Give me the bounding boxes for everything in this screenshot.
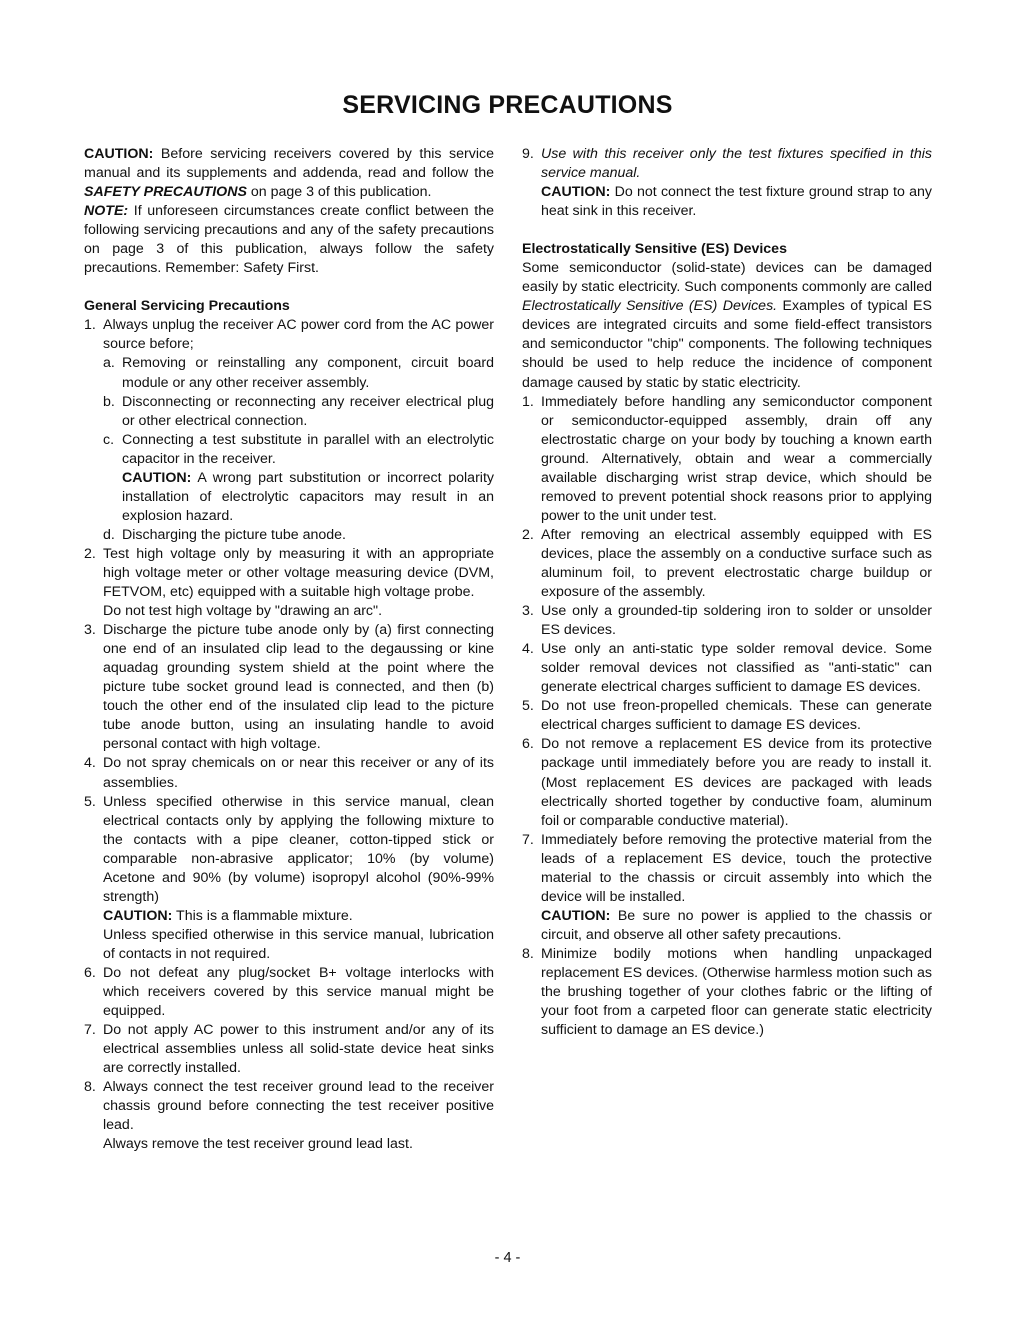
item-7-text: Do not apply AC power to this instrument and/or any of its electrical assemblies unless all solid-state device heat sinks are correctly installed. xyxy=(103,1022,494,1077)
list-item: 6. Do not defeat any plug/socket B+ voltage interlocks with which receivers covered by this service manual might be equipped. xyxy=(84,964,494,1021)
es-7-text: Immediately before removing the protective material from the leads of a replacement ES device, touch the protective material to the chassis or circuit assembly into which the device will be installed. xyxy=(541,831,932,905)
sub-list-item: a. Removing or reinstalling any component, circuit board module or any other receiver assembly. xyxy=(84,354,494,392)
item-6-text: Do not defeat any plug/socket B+ voltage interlocks with which receivers covered by this service manual might be equipped. xyxy=(103,964,494,1020)
note-text: If unforeseen circumstances create conflict between the following servicing precautions and any of the safety precautions on page 3 of this publication, always follow the safety precautions. Remember: Safety First. xyxy=(84,203,494,277)
es-devices-heading: Electrostatically Sensitive (ES) Devices xyxy=(522,241,787,258)
es-2-text: After removing an electrical assembly equipped with ES devices, place the assembly on a conductive surface such as aluminum foil, to prevent electrostatic charge buildup or exposure of the assembly. xyxy=(541,526,932,601)
item-5-caution xyxy=(84,907,494,926)
item-1d-text: Discharging the picture tube anode. xyxy=(122,526,346,543)
sub-list-item: c. Connecting a test substitute in parallel with an electrolytic capacitor in the receiver. xyxy=(84,431,494,469)
list-item: 3. Use only a grounded-tip soldering iron to solder or unsolder ES devices. xyxy=(522,602,932,640)
es-4-text: Use only an anti-static type solder removal device. Some solder removal devices not classified as "anti-static" can generate electrical charges sufficient to damage ES devices. xyxy=(541,641,932,696)
item-9-text: Use with this receiver only the test fixtures specified in this service manual. xyxy=(541,146,932,182)
sub-list-item: d. Discharging the picture tube anode. xyxy=(84,526,494,545)
caution-label: CAUTION: xyxy=(103,907,173,924)
caution-text-1: Before servicing receivers covered by this service manual and its supplements and addenda, read and follow the xyxy=(84,146,494,182)
es-7-caution-text: Be sure no power is applied to the chassis or circuit, and observe all other safety precautions. xyxy=(541,907,932,943)
list-item: 2. Test high voltage only by measuring it with an appropriate high voltage meter or other voltage measuring device (DVM, FETVOM, etc) equipped with a suitable high voltage probe. xyxy=(84,545,494,602)
item-1c-text: Connecting a test substitute in parallel with an electrolytic capacitor in the receiver. xyxy=(122,431,494,467)
item-3-text: Discharge the picture tube anode only by (a) first connecting one end of an insulated clip lead to the degaussing or kine aquadag grounding system shield at the point where the picture tube socket ground lead is connected, and then (b) touch the other end of the insulated clip lead to the picture tube anode button, using an insulating handle to avoid personal contact with high voltage. xyxy=(103,622,494,753)
list-item: 5. Unless specified otherwise in this service manual, clean electrical contacts only by applying the following mixture to the contacts with a pipe cleaner, cotton-tipped stick or comparable non-abrasive applicator; 10% (by volume) Acetone and 90% (by volume) isopropyl alcohol (90%-99% strength) xyxy=(84,793,494,907)
es-intro-paragraph xyxy=(522,259,932,392)
caution-label: CAUTION: xyxy=(541,184,611,201)
list-item: 1. Immediately before handling any semiconductor component or semiconductor-equipped assembly, drain off any electrostatic charge on your body by touching a known earth ground. Alternatively, obtain and wear a commercially available discharging wrist strap device, which should be removed to prevent potential shock reasons prior to applying power to the unit under test. xyxy=(522,393,932,526)
page-number: - 4 - xyxy=(494,1250,521,1266)
general-precautions-heading: General Servicing Precautions xyxy=(84,298,290,315)
list-item: 5. Do not use freon-propelled chemicals. These can generate electrical charges sufficient to damage ES devices. xyxy=(522,697,932,735)
caution-label: CAUTION: xyxy=(122,469,192,486)
item-1-text: Always unplug the receiver AC power cord from the AC power source before; xyxy=(103,317,494,353)
item-2-note: Do not test high voltage by "drawing an arc". xyxy=(103,603,383,620)
list-item: 4. Use only an anti-static type solder removal device. Some solder removal devices not classified as "anti-static" can generate electrical charges sufficient to damage ES devices. xyxy=(522,640,932,697)
item-8-note: Always remove the test receiver ground lead last. xyxy=(103,1136,413,1153)
note-label: NOTE: xyxy=(84,203,129,220)
list-item: 1. Always unplug the receiver AC power cord from the AC power source before; xyxy=(84,316,494,354)
list-item: 9. Use with this receiver only the test fixtures specified in this service manual. xyxy=(522,146,932,182)
list-item: 7. Do not apply AC power to this instrument and/or any of its electrical assemblies unless all solid-state device heat sinks are correctly installed. xyxy=(84,1021,494,1078)
sub-list-item: b. Disconnecting or reconnecting any receiver electrical plug or other electrical connection. xyxy=(84,393,494,431)
list-item: 6. Do not remove a replacement ES device from its protective package until immediately before you are ready to install it. (Most replacement ES devices are packaged with leads electrically shorted together by conductive foam, aluminum foil or comparable conductive material). xyxy=(522,735,932,830)
item-5-text: Unless specified otherwise in this service manual, clean electrical contacts only by applying the following mixture to the contacts with a pipe cleaner, cotton-tipped stick or comparable non-abrasive applicator; 10% (by volume) Acetone and 90% (by volume) isopropyl alcohol (90%-99% strength) xyxy=(103,793,494,905)
es-7-caution xyxy=(522,907,932,945)
item-4-text: Do not spray chemicals on or near this receiver or any of its assemblies. xyxy=(103,755,494,791)
list-item: 2. After removing an electrical assembly equipped with ES devices, place the assembly on a conductive surface such as aluminum foil, to prevent electrostatic charge buildup or exposure of the assembly. xyxy=(522,526,932,602)
list-item: 7. Immediately before removing the protective material from the leads of a replacement ES device, touch the protective material to the chassis or circuit assembly into which the device will be installed. xyxy=(522,831,932,907)
caution-paragraph xyxy=(84,145,494,202)
page-title: SERVICING PRECAUTIONS xyxy=(342,91,673,119)
list-item: 4. Do not spray chemicals on or near this receiver or any of its assemblies. xyxy=(84,754,494,792)
item-9-caution-text: Do not connect the test fixture ground strap to any heat sink in this receiver. xyxy=(541,184,932,220)
es-3-text: Use only a grounded-tip soldering iron to solder or unsolder ES devices. xyxy=(541,603,932,639)
caution-label: CAUTION: xyxy=(84,146,154,162)
left-column xyxy=(84,145,494,1154)
item-1c-caution-text: A wrong part substitution or incorrect polarity installation of electrolytic capacitors may result in an explosion hazard. xyxy=(122,469,494,524)
es-5-text: Do not use freon-propelled chemicals. These can generate electrical charges sufficient to damage ES devices. xyxy=(541,698,932,734)
note-paragraph xyxy=(84,202,494,278)
right-column xyxy=(522,145,932,1040)
item-5-note: Unless specified otherwise in this service manual, lubrication of contacts in not required. xyxy=(103,926,494,962)
item-1c-caution xyxy=(84,469,494,526)
caution-label: CAUTION: xyxy=(541,907,611,924)
item-9-caution xyxy=(522,183,932,221)
list-item: 3. Discharge the picture tube anode only by (a) first connecting one end of an insulated clip lead to the degaussing or kine aquadag grounding system shield at the point where the picture tube socket ground lead is connected, and then (b) touch the other end of the insulated clip lead to the picture tube anode button, using an insulating handle to avoid personal contact with high voltage. xyxy=(84,621,494,754)
item-8-text: Always connect the test receiver ground lead to the receiver chassis ground before connecting the test receiver positive lead. xyxy=(103,1079,494,1134)
es-6-text: Do not remove a replacement ES device from its protective package until immediately before you are ready to install it. (Most replacement ES devices are packaged with leads electrically shorted together by conductive foam, aluminum foil or comparable conductive material). xyxy=(541,736,932,829)
es-intro-1: Some semiconductor (solid-state) devices can be damaged easily by static electricity. Such components commonly are called xyxy=(522,260,932,296)
safety-precautions-emphasis: SAFETY PRECAUTIONS xyxy=(84,184,247,201)
list-item: 8. Always connect the test receiver ground lead to the receiver chassis ground before connecting the test receiver positive lead. xyxy=(84,1078,494,1135)
es-1-text: Immediately before handling any semiconductor component or semiconductor-equipped assembly, drain off any electrostatic charge on your body by touching a known earth ground. Alternatively, obtain and wear a commercially available discharging wrist strap device, which should be removed to prevent potential shock reasons prior to applying power to the unit under test. xyxy=(541,393,932,524)
caution-text-2: on page 3 of this publication. xyxy=(250,184,432,201)
item-1a-text: Removing or reinstalling any component, circuit board module or any other receiver assembly. xyxy=(122,355,494,391)
list-item: 8. Minimize bodily motions when handling unpackaged replacement ES devices. (Otherwise harmless motion such as the brushing together of your clothes fabric or the lifting of your foot from a carpeted floor can generate static electricity sufficient to damage an ES device.) xyxy=(522,945,932,1040)
es-intro-2: Examples of typical ES devices are integrated circuits and some field-effect transistors and semiconductor "chip" components. The following techniques should be used to help reduce the incidence of component damage caused by static by static electricity. xyxy=(522,298,932,391)
es-8-text: Minimize bodily motions when handling unpackaged replacement ES devices. (Otherwise harmless motion such as the brushing together of your clothes fabric or the lifting of your foot from a carpeted floor can generate static electricity sufficient to damage an ES device.) xyxy=(541,945,932,1039)
item-2-text: Test high voltage only by measuring it with an appropriate high voltage meter or other voltage measuring device (DVM, FETVOM, etc) equipped with a suitable high voltage probe. xyxy=(103,545,494,601)
es-intro-emphasis: Electrostatically Sensitive (ES) Devices. xyxy=(522,298,778,315)
item-5-caution-text: This is a flammable mixture. xyxy=(176,907,353,924)
item-1b-text: Disconnecting or reconnecting any receiver electrical plug or other electrical connection. xyxy=(122,393,494,429)
